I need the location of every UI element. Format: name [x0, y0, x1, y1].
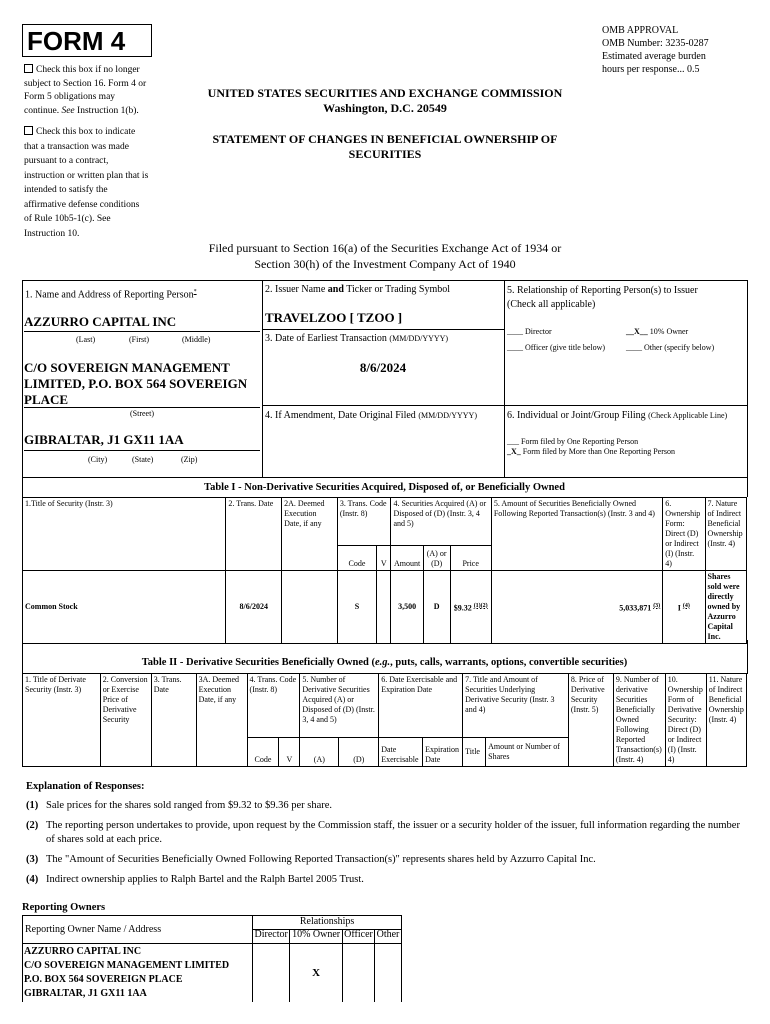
owners-h-rel: Relationships	[253, 916, 402, 930]
owner-director	[253, 944, 290, 1003]
filed-pursuant: Filed pursuant to Section 16(a) of the Securities Exchange Act of 1934 or Section 30(h) of the Investment Company Act of 1940	[208, 241, 562, 271]
section16-checkbox[interactable]	[24, 64, 33, 73]
t2-h-number-owned: 9. Number of derivative Securities Beneficially Owned Following Reported Transaction(s) (Instr. 4)	[613, 674, 665, 767]
table-row	[23, 571, 747, 644]
t2-h-title-sub: Title	[463, 738, 486, 767]
t2-h-d: (D)	[339, 738, 379, 767]
grid-col2	[504, 280, 505, 477]
reporting-person-name: AZZURRO CAPITAL INC	[24, 314, 177, 329]
t1-ownership-form: I $^{(4)}$	[663, 571, 705, 644]
t2-title-right	[747, 640, 748, 674]
street-underline	[24, 407, 260, 408]
box3-label: 3. Date of Earliest Transaction (MM/DD/YYYY)	[265, 333, 449, 344]
t2-h-nature: 11. Nature of Indirect Beneficial Ownership (Instr. 4)	[706, 674, 746, 767]
footnote-ref[interactable]: (1)(2)	[473, 602, 488, 609]
street-label: (Street)	[130, 409, 154, 418]
t1-trans-code: S	[337, 571, 376, 644]
t2-h-exercisable: 6. Date Exercisable and Expiration Date	[379, 674, 463, 738]
rule10b5-checkbox[interactable]	[24, 126, 33, 135]
t1-h-deemed: 2A. Deemed Execution Date, if any	[282, 498, 338, 571]
t1-h-amount-owned: 5. Amount of Securities Beneficially Owned Following Reported Transaction(s) (Instr. 3 and 4)	[491, 498, 662, 571]
t1-h-nature: 7. Nature of Indirect Beneficial Ownership (Instr. 4)	[705, 498, 747, 571]
explanation-list	[26, 799, 746, 887]
table-row	[23, 944, 402, 1003]
reporting-owners-heading: Reporting Owners	[22, 902, 106, 913]
t2-h-price: 8. Price of Derivative Security (Instr. 5)	[568, 674, 613, 767]
grid-line-2-3	[262, 329, 504, 330]
t1-h-title: 1.Title of Security (Instr. 3)	[23, 498, 226, 571]
table1-title: Table I - Non-Derivative Securities Acquired, Disposed of, or Beneficially Owned	[204, 482, 565, 493]
filing-one-person[interactable]: ___ Form filed by One Reporting Person	[507, 437, 639, 446]
box5-label: 5. Relationship of Reporting Person(s) to Issuer (Check all applicable)	[507, 285, 698, 310]
box1-label: 1. Name and Address of Reporting Person*	[25, 289, 197, 301]
t1-h-date: 2. Trans. Date	[226, 498, 282, 571]
table2	[22, 673, 747, 767]
t1-h-acquired: 4. Securities Acquired (A) or Disposed of (D) (Instr. 3, 4 and 5)	[391, 498, 491, 546]
t2-h-ownership: 10. Ownership Form of Derivative Security: Direct (D) or Indirect (I) (Instr. 4)	[665, 674, 706, 767]
agency-title: UNITED STATES SECURITIES AND EXCHANGE COMMISSION Washington, D.C. 20549	[207, 86, 563, 115]
t1-h-code-sub: Code	[337, 545, 376, 570]
t1-amount: 3,500	[391, 571, 423, 644]
owners-h-director: Director	[253, 930, 290, 944]
t2-h-amount: Amount or Number of Shares	[486, 738, 569, 767]
earliest-transaction-date: 8/6/2024	[359, 360, 407, 375]
t2-h-code-sub: Code	[247, 738, 279, 767]
t1-h-ad: (A) or (D)	[423, 545, 450, 570]
name-underline	[24, 331, 260, 332]
owners-h-other: Other	[375, 930, 402, 944]
footnote-item: (3) The "Amount of Securities Beneficially Owned Following Reported Transaction(s)" represents shares held by Azzurro Capital Inc.	[26, 854, 596, 865]
box2-label: 2. Issuer Name and Ticker or Trading Symbol	[265, 284, 451, 295]
t1-title-of-security: Common Stock	[23, 571, 226, 644]
statement-title: STATEMENT OF CHANGES IN BENEFICIAL OWNERSHIP OF SECURITIES	[212, 132, 558, 161]
box6-label: 6. Individual or Joint/Group Filing (Check Applicable Line)	[507, 410, 728, 421]
t1-amount-owned: 5,033,871 $^{(3)}$	[491, 571, 662, 644]
t1-price: $9.32 $^{(1)(2)}$	[450, 571, 491, 644]
t1-v	[377, 571, 391, 644]
t2-h-date-ex: Date Exercisable	[379, 738, 423, 767]
footnote-ref[interactable]: (4)	[682, 602, 690, 609]
t2-h-underlying: 7. Title and Amount of Securities Underlying Derivative Security (Instr. 3 and 4)	[463, 674, 569, 738]
t1-nature: Shares sold were directly owned by Azzurro Capital Inc.	[705, 571, 747, 644]
t2-h-number: 5. Number of Derivative Securities Acquired (A) or Disposed of (D) (Instr. 3, 4 and 5)	[300, 674, 379, 738]
form-title: FORM 4	[27, 26, 126, 56]
t1-deemed-date	[282, 571, 338, 644]
t1-h-ownership: 6. Ownership Form: Direct (D) or Indirect (I) (Instr. 4)	[663, 498, 705, 571]
filing-more-persons[interactable]: _X_ Form filed by More than One Reporting Person	[507, 447, 675, 456]
explanation-heading: Explanation of Responses:	[26, 781, 145, 792]
t1-ad: D	[423, 571, 450, 644]
t1-h-v: V	[377, 545, 391, 570]
reporting-person-city: GIBRALTAR, J1 GX11 1AA	[24, 432, 184, 447]
owner-10pct: X	[290, 944, 343, 1003]
relationship-director[interactable]: ____ Director	[507, 327, 552, 336]
table2-title: Table II - Derivative Securities Beneficially Owned (e.g., puts, calls, warrants, options, convertible securities)	[141, 657, 628, 668]
reporting-owners-table	[22, 915, 402, 1002]
checkbox-10b5: Check this box to indicate that a transaction was made pursuant to a contract, instruction or written plan that is intended to satisfy the affirmative defense conditions of Rule 10b5-1(c). See Instruction 10.	[24, 127, 149, 239]
t2-h-title: 1. Title of Derivate Security (Instr. 3)	[23, 674, 101, 767]
owner-name-address: AZZURRO CAPITAL INC C/O SOVEREIGN MANAGEMENT LIMITED P.O. BOX 564 SOVEREIGN PLACE GIBRALTAR, J1 GX11 1AA	[23, 944, 253, 1003]
grid-line-4-6	[262, 405, 747, 406]
grid-right	[747, 280, 748, 477]
t1-h-price: Price	[450, 545, 491, 570]
omb-approval: OMB APPROVAL OMB Number: 3235-0287 Estimated average burden hours per response... 0.5	[602, 25, 709, 75]
t1-trans-date: 8/6/2024	[226, 571, 282, 644]
footnote-item: (4) Indirect ownership applies to Ralph Bartel and the Ralph Bartel 2005 Trust.	[26, 874, 364, 885]
grid-bottom	[22, 477, 747, 478]
grid-left	[22, 280, 23, 477]
table1	[22, 497, 747, 644]
t2-h-a: (A)	[300, 738, 339, 767]
form-title-box	[22, 24, 152, 57]
owners-h-owner: 10% Owner	[290, 930, 343, 944]
relationship-officer[interactable]: ____ Officer (give title below)	[507, 343, 606, 352]
grid-top	[22, 280, 747, 281]
t2-h-conversion: 2. Conversion or Exercise Price of Derivative Security	[100, 674, 151, 767]
relationship-10pct-owner[interactable]: __X__ 10% Owner	[626, 327, 689, 336]
t2-h-code: 4. Trans. Code (Instr. 8)	[247, 674, 300, 738]
reporting-person-street: C/O SOVEREIGN MANAGEMENT LIMITED, P.O. BOX 564 SOVEREIGN PLACE	[24, 360, 248, 407]
t2-h-date: 3. Trans. Date	[151, 674, 196, 767]
checkbox-section16: Check this box if no longer subject to Section 16. Form 4 or Form 5 obligations may continue. See Instruction 1(b).	[24, 65, 147, 116]
issuer-name: TRAVELZOO [ TZOO ]	[265, 310, 403, 325]
owner-officer	[343, 944, 375, 1003]
box4-label: 4. If Amendment, Date Original Filed (MM/DD/YYYY)	[265, 410, 477, 421]
footnote-item: (1) Sale prices for the shares sold ranged from $9.32 to $9.36 per share.	[26, 800, 333, 811]
t2-h-deemed: 3A. Deemed Execution Date, if any	[196, 674, 247, 767]
t1-h-code: 3. Trans. Code (Instr. 8)	[337, 498, 391, 546]
owners-h-name: Reporting Owner Name / Address	[23, 916, 253, 944]
t2-h-exp: Expiration Date	[423, 738, 463, 767]
owner-other	[375, 944, 402, 1003]
owners-h-officer: Officer	[343, 930, 375, 944]
grid-col1	[262, 280, 263, 477]
t1-h-amount: Amount	[391, 545, 423, 570]
footnote-item: (2) The reporting person undertakes to provide, upon request by the Commission staff, the issuer or a security holder of the issuer, full information regarding the number of shares sold at each price.	[26, 820, 740, 845]
footnote-ref[interactable]: (3)	[653, 602, 661, 609]
city-underline	[24, 450, 260, 451]
t2-h-v: V	[279, 738, 300, 767]
relationship-other[interactable]: ____ Other (specify below)	[626, 343, 715, 352]
t1-title-right	[747, 477, 748, 497]
